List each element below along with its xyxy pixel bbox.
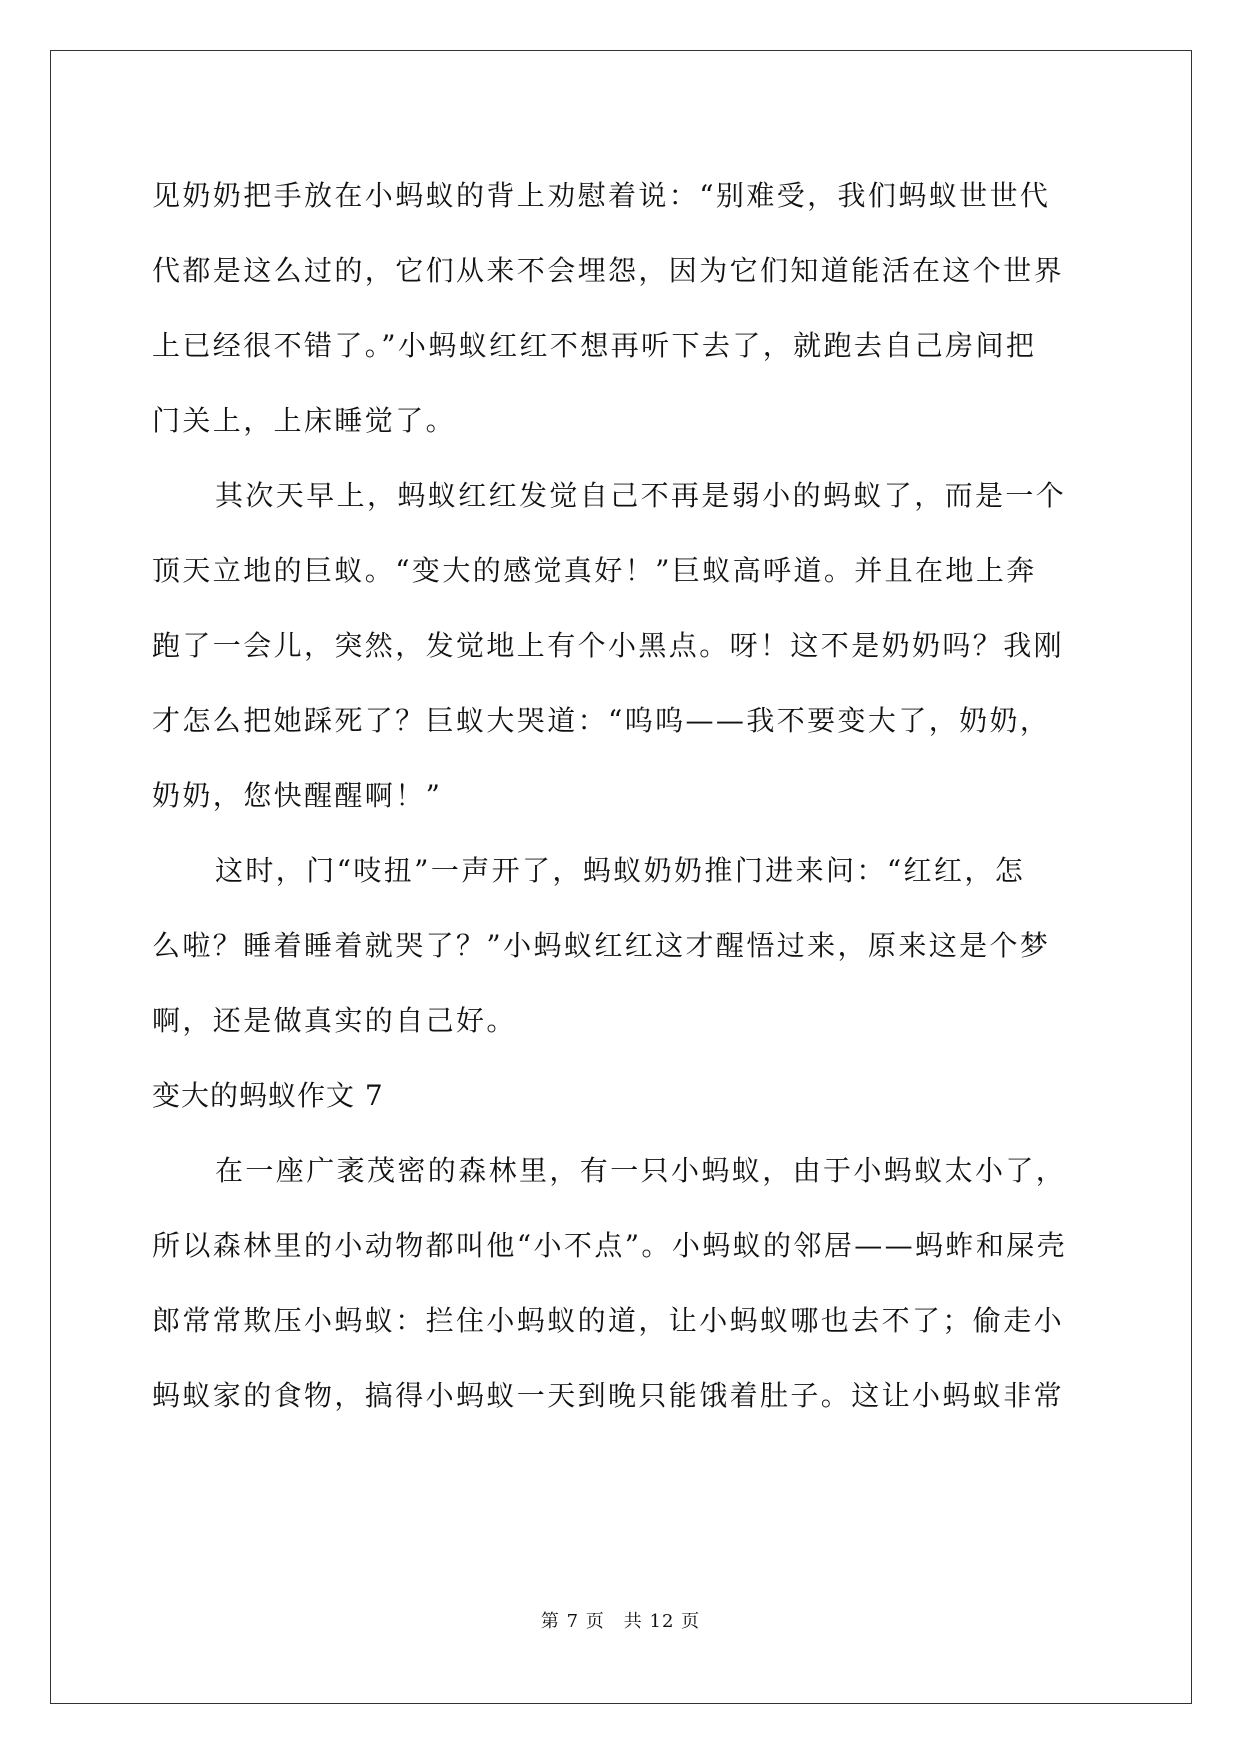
page-number-footer: 第 7 页 共 12 页	[540, 1611, 701, 1632]
paragraph-line: 这时，门“吱扭”一声开了，蚂蚁奶奶推门进来问：“红红，怎	[215, 854, 1026, 887]
paragraph-line: 郎常常欺压小蚂蚁：拦住小蚂蚁的道，让小蚂蚁哪也去不了；偷走小	[152, 1304, 1065, 1337]
paragraph-line: 见奶奶把手放在小蚂蚁的背上劝慰着说：“别难受，我们蚂蚁世世代	[152, 179, 1051, 212]
section-title: 变大的蚂蚁作文 7	[152, 1079, 384, 1112]
paragraph-line: 跑了一会儿，突然，发觉地上有个小黑点。呀！这不是奶奶吗？我刚	[152, 629, 1065, 662]
paragraph-line: 代都是这么过的，它们从来不会埋怨，因为它们知道能活在这个世界	[152, 254, 1065, 287]
paragraph-line: 所以森林里的小动物都叫他“小不点”。小蚂蚁的邻居——蚂蚱和屎壳	[152, 1229, 1068, 1262]
paragraph-line: 门关上，上床睡觉了。	[152, 404, 457, 437]
document-body	[152, 158, 1092, 1433]
paragraph-line: 奶奶，您快醒醒啊！”	[152, 779, 443, 812]
paragraph-line: 么啦？睡着睡着就哭了？”小蚂蚁红红这才醒悟过来，原来这是个梦	[152, 929, 1051, 962]
paragraph-line: 上已经很不错了。”小蚂蚁红红不想再听下去了，就跑去自己房间把	[152, 329, 1037, 362]
paragraph-line: 啊，还是做真实的自己好。	[152, 1004, 517, 1037]
paragraph-line: 顶天立地的巨蚁。“变大的感觉真好！”巨蚁高呼道。并且在地上奔	[152, 554, 1037, 587]
paragraph-line: 在一座广袤茂密的森林里，有一只小蚂蚁，由于小蚂蚁太小了，	[215, 1154, 1067, 1187]
paragraph-line: 其次天早上，蚂蚁红红发觉自己不再是弱小的蚂蚁了，而是一个	[215, 479, 1067, 512]
paragraph-line: 才怎么把她踩死了？巨蚁大哭道：“呜呜——我不要变大了，奶奶，	[152, 704, 1051, 737]
paragraph-line: 蚂蚁家的食物，搞得小蚂蚁一天到晚只能饿着肚子。这让小蚂蚁非常	[152, 1379, 1065, 1412]
